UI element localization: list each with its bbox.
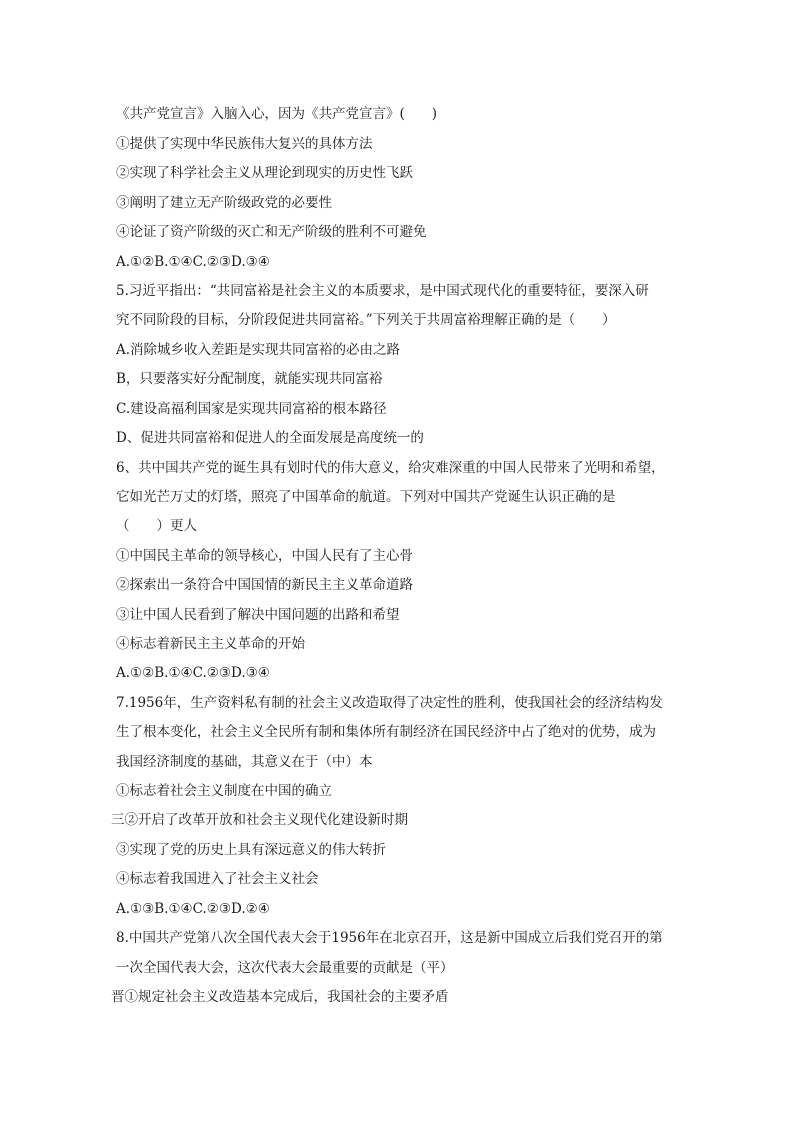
question-7-option-3: ③实现了党的历史上具有深远意义的伟大转折 [116,842,386,858]
question-8-stem-line-1: 8.中国共产党第八次全国代表大会于1956年在北京召开，这是新中国成立后我们党召开的第 [116,930,663,946]
question-5-choice-c: C.建设高福利国家是实现共同富裕的根本路径 [116,401,387,417]
question-4-option-1: ①提供了实现中华民族伟大复兴的具体方法 [116,136,373,152]
question-6-option-4: ④标志着新民主主义革命的开始 [116,636,305,652]
question-8-stem-line-2: 一次全国代表大会，这次代表大会最重要的贡献是（平） [116,960,454,976]
question-7-choices: A.①③B.①④C.②③D.②④ [116,901,270,917]
question-6-option-2: ②探索出一条符合中国国情的新民主主义革命道路 [116,577,413,593]
question-7-option-2: 三②开启了改革开放和社会主义现代化建设新时期 [111,812,408,828]
question-6-choices: A.①②B.①④C.②③D.③④ [116,665,270,681]
question-6-option-1: ①中国民主革命的领导核心，中国人民有了主心骨 [116,548,413,564]
question-6-option-3: ③让中国人民看到了解决中国问题的出路和希望 [116,607,400,623]
question-4-stem: 《共产党宣言》入脑入心，因为《共产党宣言》( ) [116,106,438,122]
question-7-option-4: ④标志着我国进入了社会主义社会 [116,871,319,887]
question-4-choices: A.①②B.①④C.②③D.③④ [116,254,270,270]
question-7-stem-line-3: 我国经济制度的基础，其意义在于（中）本 [116,754,373,770]
question-5-choice-a: A.消除城乡收入差距是实现共同富裕的必由之路 [116,342,401,358]
question-5-choice-d: D、促进共同富裕和促进人的全面发展是高度统一的 [116,430,424,446]
question-5-stem-line-1: 5.习近平指出：“共同富裕是社会主义的本质要求，是中国式现代化的重要特征，要深入研 [116,283,649,299]
question-7-option-1: ①标志着社会主义制度在中国的确立 [116,783,332,799]
question-8-option-1: 晋①规定社会主义改造基本完成后，我国社会的主要矛盾 [111,989,449,1005]
question-4-option-4: ④论证了资产阶级的灭亡和无产阶级的胜利不可避免 [116,224,427,240]
question-4-option-2: ②实现了科学社会主义从理论到现实的历史性飞跃 [116,165,413,181]
question-6-stem-line-3: （ ）更人 [116,518,197,534]
question-7-stem-line-2: 生了根本变化，社会主义全民所有制和集体所有制经济在国民经济中占了绝对的优势，成为 [116,724,656,740]
question-5-choice-b: B，只要落实好分配制度，就能实现共同富裕 [116,371,383,387]
question-5-stem-line-2: 究不同阶段的目标，分阶段促进共同富裕。”下列关于共周富裕理解正确的是（ ） [116,312,616,328]
question-6-stem-line-1: 6、共中国共产党的诞生具有划时代的伟大意义，给灾难深重的中国人民带来了光明和希望， [116,460,665,476]
question-6-stem-line-2: 它如光芒万丈的灯塔，照亮了中国革命的航道。下列对中国共产党诞生认识正确的是 [116,489,616,505]
question-4-option-3: ③阐明了建立无产阶级政党的必要性 [116,195,332,211]
question-7-stem-line-1: 7.1956年，生产资料私有制的社会主义改造取得了决定性的胜利，使我国社会的经济结构发 [116,695,663,711]
